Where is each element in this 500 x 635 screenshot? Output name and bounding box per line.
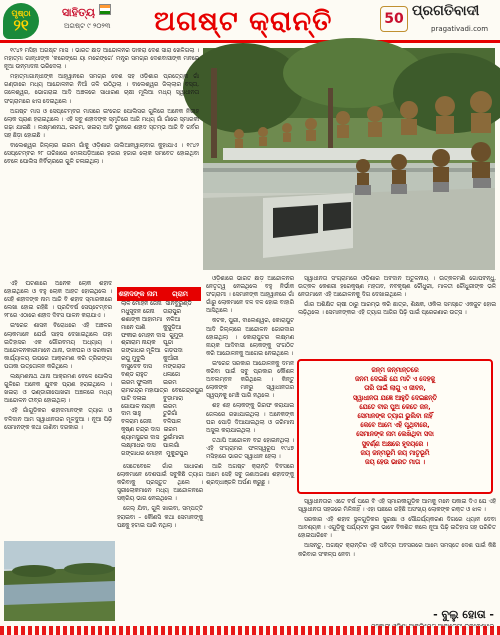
page-number: ୨୧ bbox=[13, 15, 29, 34]
martyr-village: ତୁରିଗାଁ bbox=[163, 411, 178, 418]
martyr-name: ରଘୁ ମୁଦୁଲି bbox=[121, 356, 146, 363]
article-paragraph: ଏହି ଗାଁଗୁଡ଼ିକର ଶହୀଦମାନଙ୍କ ତ୍ୟାଗ ଓ ବଳିଦାନ ଆମ ସ୍ୱାଧୀନତାର ମୂଳଦୁଆ । ନୂଆ ପିଢ଼ି ସେମାନଙ୍କ କଥା ଜାଣିବା ଦରକାର । bbox=[4, 408, 112, 431]
newspaper-url: pragativadi.com bbox=[431, 25, 489, 33]
martyr-village: କୁଆଁରୀ bbox=[163, 356, 179, 363]
martyr-name: ଗୋପାଳ ନାୟକ bbox=[121, 403, 156, 410]
martyr-name: ବାସୁଦେବ ଦାସ bbox=[121, 364, 152, 371]
article-paragraph: ଏହି ଘଟଣାରେ ଅନେକ ଲୋକ ଶହୀଦ ହୋଇଥିଲେ ଓ ବହୁ ଲୋକ ଆହତ ହୋଇଥିଲେ । ସେହି ଶହୀଦଙ୍କ ନାମ ଆଜି ବି ଶହୀଦ ସ୍ମାରକୀରେ ଲେଖା ହୋଇ ରହିଛି । ପ୍ରତିବର୍ଷ ସେପ୍ଟେମ୍ବର ୨୮ରେ ଏଠାରେ ଶହୀଦ ଦିବସ ପାଳନ କରାଯାଏ । bbox=[4, 281, 112, 320]
author-name: - ବୁଲୁ ହୋତା - bbox=[433, 608, 494, 621]
page-headline: ଅଗଷ୍ଟ କ୍ରାନ୍ତି bbox=[154, 6, 333, 37]
martyr-village: ବଳିପାଳ bbox=[163, 419, 181, 426]
table-row bbox=[117, 356, 201, 364]
table-row bbox=[117, 396, 201, 404]
poem-line: ସୁବର୍ଣ୍ଣ ଅକ୍ଷରେ ହୃଦୟରେ । bbox=[361, 440, 429, 448]
article-paragraph: ଇଂରେଜ ଶାସନ ବିରୋଧରେ ଏହି ଅଞ୍ଚଳର ଲୋକମାନେ ଯେଉଁ ସାହସ ଦେଖାଇଥିଲେ ତାହା ଇତିହାସର ଏକ ଗୌରବମୟ ଅଧ୍ୟାୟ । ଆନ୍ଦୋଳନକାରୀମାନେ ଥାନା, ଡାକଘର ଓ ସରକାରୀ କାର୍ଯ୍ୟାଳୟ ଉପରେ ଆକ୍ରମଣ କରି ତ୍ରିରଙ୍ଗା ପତାକା ଉତ୍ତୋଳନ କରିଥିଲେ । bbox=[4, 323, 112, 370]
river-landscape-photo bbox=[4, 541, 115, 621]
issue-date: ଅଗଷ୍ଟ ୯ ୨୦୨୩ bbox=[64, 22, 111, 30]
poem-line: ଯେତେ ବୀର ପୁଅ କେତେ ଜନ, bbox=[359, 403, 431, 411]
article-column-mid-bottom bbox=[117, 463, 203, 603]
article-paragraph: ସରକାର ଏହି ଶହୀଦ ସ୍ଥଳଗୁଡ଼ିକର ସୁରକ୍ଷା ଓ ସୌନ୍ଦର୍ଯ୍ୟକରଣ ଦିଗରେ ଧ୍ୟାନ ଦେବା ଆବଶ୍ୟକ । ଏଗୁଡ଼ିକୁ ପର୍ଯ୍ୟଟନ ସ୍ଥଳୀ ଭାବେ ବିକଶିତ କଲେ ନୂଆ ପିଢ଼ି ଇତିହାସ ସହ ପରିଚିତ ହୋଇପାରିବେ । bbox=[298, 517, 496, 540]
table-row bbox=[117, 380, 201, 388]
article-paragraph: ସ୍ୱାଧୀନତାର ଏତେ ବର୍ଷ ପରେ ବି ଏହି ସ୍ମାରକୀଗୁଡ଼ିକ ଆମକୁ ମନେ ପକାଇ ଦିଏ ଯେ ଏହି ସ୍ୱାଧୀନତା ସହଜରେ ମିଳିନାହିଁ । ଏହା ପଛରେ ରହିଛି ଅସଂଖ୍ୟ ଲୋକଙ୍କ ରକ୍ତ ଓ ଝାଳ । bbox=[298, 499, 496, 514]
page-header bbox=[0, 0, 500, 40]
martyr-village: ପୂନ୍ଦା bbox=[163, 340, 174, 347]
martyr-name: ଦାମ ସାହୁ bbox=[121, 411, 141, 418]
article-column-third bbox=[206, 275, 294, 620]
poem-line: ସେମାନଙ୍କ ତ୍ୟାଗ ଭୁଲିବା ନାହିଁ bbox=[357, 413, 433, 421]
article-column-left-top bbox=[4, 47, 199, 277]
article-paragraph: ତଥାପି ଆନ୍ଦୋଳନ ବନ୍ଦ ହୋଇନଥିଲା । ଏହି ସଂଗ୍ରାମର ଫଳସ୍ୱରୂପ ୧୯୪୭ ମସିହାରେ ଭାରତ ସ୍ୱାଧୀନ ହେଲା । bbox=[206, 437, 294, 460]
article-paragraph: ସ୍ୱାଧୀନତା ସଂଗ୍ରାମରେ ଓଡ଼ିଶାର ଅବଦାନ ଅତୁଳନୀୟ । ଉତ୍କଳମଣି ଗୋପବନ୍ଧୁ, ଉତ୍କଳ କେଶରୀ ହରେକୃଷ୍ଣ ମହତାବ, ନବକୃଷ୍ଣ ଚୌଧୁରୀ, ମାଳତୀ ଚୌଧୁରୀଙ୍କ ଭଳି ନେତାମାନେ ଏହି ଆନ୍ଦୋଳନକୁ ଦିଗ ଦେଖାଇଥିଲେ । bbox=[298, 276, 496, 299]
martyr-name: ଲକ୍ଷ୍ମୀଧର ଦାସ bbox=[121, 443, 156, 450]
martyr-village: ପାଲଗାଁ bbox=[163, 443, 180, 450]
martyr-name: ମାନେ ପାଣି bbox=[121, 324, 146, 331]
table-row bbox=[117, 387, 204, 396]
bottom-decorative-border bbox=[0, 626, 500, 635]
table-row bbox=[117, 411, 201, 419]
martyr-name: ଇରମ ଫୁଲନୀ bbox=[121, 379, 153, 386]
martyr-village: ମଙ୍ଗରାଜ bbox=[163, 364, 186, 371]
article-paragraph: ଓଡ଼ିଶାରେ ଭାରତ ଛାଡ଼ ଆନ୍ଦୋଳନର ନେତୃତ୍ୱ ନେଇଥିଲେ ବହୁ ନିର୍ଭୀକ ସଂଗ୍ରାମୀ । ସେମାନଙ୍କ ଆହ୍ୱାନରେ ଗାଁ ଗାଁରୁ ଲୋକମାନେ ଦଳ ଦଳ ହୋଇ ବାହାରି ଆସିଥିଲେ । bbox=[206, 276, 294, 315]
martyr-name: ଗଙ୍ଗାଧର ମୂଳିଆ bbox=[121, 348, 161, 355]
poem-title: ଜନ୍ମ ଜନ୍ମାନ୍ତରେ bbox=[371, 367, 419, 374]
martyr-name: ଶଶାଙ୍କ ଆହାମମା bbox=[121, 316, 163, 323]
article-paragraph: ଆସନ୍ତୁ, ଅଗଷ୍ଟ କ୍ରାନ୍ତିର ଏହି ପବିତ୍ର ଅବସରରେ ଆମେ ସମସ୍ତେ ଦେଶ ପାଇଁ କିଛି କରିବାର ସଂକଳ୍ପ ନେବା । bbox=[298, 543, 496, 558]
martyr-village: ତାରାପୁର bbox=[163, 308, 181, 315]
article-paragraph: ଲକ୍ଷ୍ମଣନାଥ ଥାନା ଆକ୍ରମଣ ବେଳେ ପୋଲିସ ଗୁଳିରେ ଅନେକ ଯୁବକ ପ୍ରାଣ ହରାଇଥିଲେ । ଖଇରା ଓ ଭଣ୍ଡାରୀପୋଖରୀ ଅଞ୍ଚଳରେ ମଧ୍ୟ ଆନ୍ଦୋଳନ ତୀବ୍ର ହୋଇଥିଲା । bbox=[4, 374, 112, 405]
martyr-village: ଇରମ bbox=[163, 379, 177, 386]
article-paragraph: ସେତେବେଳେ ଗାଁର ସାଧାରଣ ଲୋକମାନେ ଦେଶପାଇଁ ସବୁକିଛି ତ୍ୟାଗ କରିବାକୁ ପ୍ରସ୍ତୁତ ଥିଲେ । ସ୍ତ୍ରୀଲୋକମାନେ ମଧ୍ୟ ଆନ୍ଦୋଳନରେ ସକ୍ରିୟ ଭାଗ ନେଇଥିଲେ । bbox=[117, 464, 203, 503]
poem-line: ତାରି ପାଇଁ ଲାଗୁ ଏ ଜୀବନ, bbox=[364, 385, 426, 393]
page-number-badge bbox=[3, 3, 39, 39]
martyr-name: ବଳରାମ ଜେନା bbox=[121, 419, 152, 426]
poem-line: ସ୍ୱାଧୀନତା ଯଜ୍ଞେ ଆହୁତି ଦେଇଛନ୍ତି bbox=[353, 394, 437, 402]
table-row bbox=[117, 317, 201, 325]
martyr-name: ପାଟି ଦଳାଇ bbox=[121, 395, 147, 402]
martyr-village: ମୁକୁନ୍ଦପୁର bbox=[166, 450, 188, 457]
martyr-name: କୃଷ୍ଣ ଚନ୍ଦ୍ର ଦାସ bbox=[121, 427, 160, 434]
table-row bbox=[117, 404, 201, 412]
section-brand: ସାହିତ୍ୟ bbox=[62, 6, 96, 19]
poem-box bbox=[297, 359, 493, 494]
martyr-village: ଧଳାଜୋ bbox=[163, 372, 181, 379]
table-row bbox=[117, 301, 201, 309]
martyr-name: ଶ୍ୟାମସୁନ୍ଦର ଦାସ bbox=[121, 435, 160, 442]
article-paragraph: ୧୯୪୨ ମସିହା ଅଗଷ୍ଟ ମାସ । ଭାରତ ଛାଡ଼ ଆନ୍ଦୋଳନର ଡାକରା ଦେଶ ସାରା ଖେଳିଗଲା । ମହାତ୍ମା ଗାନ୍ଧୀଙ୍କ ‘କରେଙ୍ଗେ ୟା ମରେଙ୍ଗେ’ ମନ୍ତ୍ର ସମଗ୍ର ଦେଶବାସୀଙ୍କ ମନରେ ନୂଆ ଉନ୍ମାଦନା ଭରିଦେଲା । bbox=[4, 48, 199, 71]
poem-line: ଜନମ ଦେଇଛି ଯେ ମାଟି ଏ ଦେହକୁ bbox=[354, 376, 436, 384]
poem-line: ଜୟ ହେଉ ଭାରତ ମାତା । bbox=[364, 459, 426, 467]
martyr-name: ମଧୁସୂଦନ ଜେନା bbox=[121, 308, 155, 315]
poem-line: ଜୟ ଜନ୍ମଭୂମି ଜୟ ମାତୃଭୂମି bbox=[360, 449, 430, 457]
article-paragraph: ଶହ ଶହ ଲୋକଙ୍କୁ ଗିରଫ କରାଯାଇ ଜେଲରେ ରଖାଯାଇଥିଲା । ଅନେକଙ୍କ ଘର ପୋଡ଼ି ଦିଆଯାଇଥିଲା ଓ ଜରିମାନା ଅସୁଲ କରାଯାଇଥିଲା । bbox=[206, 403, 294, 434]
page-label: ପୃଷ୍ଠା bbox=[11, 8, 31, 18]
article-paragraph: ଜେଲ୍ ଯିବା, ଗୁଳି ଖାଇବା, ସମ୍ପତ୍ତି ହରାଇବା – କୌଣସି କଥା ସେମାନଙ୍କୁ ପଛକୁ ହଟାଇ ପାରି ନଥିଲା । bbox=[117, 506, 203, 529]
poem-line: କେବେ ଆମେ ଏହି ପୃଥିବୀରେ, bbox=[360, 422, 430, 430]
martyr-name: ବଣ୍ଡ ରାହୁତ bbox=[121, 372, 148, 379]
memorial-photo bbox=[203, 48, 495, 270]
header-divider bbox=[0, 40, 500, 43]
table-row bbox=[117, 364, 201, 372]
article-paragraph: ବାଲେଶ୍ୱର ଜିଲ୍ଲାର ଇରମ ଗାଁକୁ ଓଡ଼ିଶାର ଜାଲିଆନୱାଲାବାଗ କୁହାଯାଏ । ୧୯୪୨ ସେପ୍ଟେମ୍ବର ୨୮ ତାରିଖରେ ମେଳାପଡ଼ିଆରେ ହଜାର ହଜାର ଲୋକ ସମବେତ ହୋଇଥିବା ବେଳେ ପୋଲିସ ନିର୍ବିଚାରରେ ଗୁଳି ଚଳାଇଥିଲା । bbox=[4, 143, 199, 166]
article-column-right-bottom bbox=[298, 498, 496, 610]
martyr-village: ବୁଡ଼ାମାରା bbox=[163, 395, 183, 402]
article-column-left-bottom bbox=[4, 280, 112, 538]
table-row bbox=[117, 325, 201, 333]
indian-flag-icon bbox=[99, 4, 111, 15]
table-row bbox=[117, 451, 201, 459]
article-paragraph: ଗାଁର ଅଶିକ୍ଷିତ ଚାଷୀ ଠାରୁ ଆରମ୍ଭ କରି ଛାତ୍ର, ଶିକ୍ଷକ, ଓକିଲ ସମସ୍ତେ ଏକଜୁଟ ହୋଇ ଲଢ଼ିଥିଲେ । ସେମାନଙ୍କର ଏହି ତ୍ୟାଗ ଆଜିର ପିଢ଼ି ପାଇଁ ପ୍ରେରଣାର ଉତ୍ସ । bbox=[298, 302, 496, 317]
martyr-village: ବେଜେନ୍ଦ୍ରପୁର bbox=[171, 387, 204, 394]
martyr-name: ଫକୀର ମୋହନ ଦାସ bbox=[121, 332, 166, 339]
martyr-village: କୁସୁଡ଼ିଆ bbox=[163, 324, 181, 331]
martyr-village: ଗଡ଼ପଦା bbox=[164, 348, 183, 355]
column-header-village: ଗ୍ରାମ bbox=[172, 289, 188, 298]
table-row bbox=[117, 443, 201, 451]
martyr-name: ଶ୍ରୀରାମ ନାୟକ bbox=[121, 340, 156, 347]
table-row bbox=[117, 435, 201, 443]
martyr-name: ଗଙ୍ଗାଧର ମୋହନ bbox=[121, 450, 163, 457]
martyr-village: ଭୁଇଁମାରୀ bbox=[163, 435, 184, 442]
martyr-village: ନଳିଆ bbox=[166, 316, 180, 323]
table-row bbox=[117, 419, 201, 427]
martyr-village: ଗୁମୁଡ଼ା bbox=[169, 332, 184, 339]
martyr-village: ଇରମ bbox=[163, 403, 177, 410]
article-paragraph: ଅଗଷ୍ଟ ମାସ ଓ ସେପ୍ଟେମ୍ବର ମାସରେ ଇଂରେଜ ପୋଲିସର ଗୁଳିରେ ଅନେକ ନିରୀହ ଲୋକ ପ୍ରାଣ ହରାଇଥିଲେ । ଏହି ସବୁ ଶହୀଦଙ୍କ ସ୍ମୃତିରେ ଆଜି ମଧ୍ୟ ଗାଁ ଗାଁରେ ସ୍ମାରକୀ ଗଢ଼ା ଯାଇଛି । ଲକ୍ଷ୍ମଣନାଥ, ଇରମ, ଖଇରା ଆଦି ସ୍ଥାନରେ ଶହୀଦ ସ୍ତମ୍ଭ ଆଜି ବି ଗର୍ବର ସହ ଛିଡ଼ା ହୋଇଛି । bbox=[4, 108, 199, 139]
column-header-name: ଶହୀଦଙ୍କ ନାମ bbox=[118, 289, 158, 298]
article-paragraph: ମହାତ୍ମାଗାନ୍ଧୀଙ୍କ ଆହ୍ୱାନରେ ସମଗ୍ର ଦେଶ ସହ ଓଡ଼ିଶାର ପ୍ରତ୍ୟେକ ଗାଁ ଗଣ୍ଡାରେ ମଧ୍ୟ ଆନ୍ଦୋଳନର ନିଆଁ ଜଳି ଉଠିଥିଲା । ବାଲେଶ୍ୱର ଜିଲ୍ଲାର ବସ୍ତା, ଜଳେଶ୍ୱର, ଭୋଗରାଇ ଆଦି ଅଞ୍ଚଳରେ ସାଧାରଣ ଚାଷୀ ମୂଲିଆ ମଧ୍ୟ ସ୍ୱାଧୀନତା ସଂଗ୍ରାମରେ ଝାସ ଦେଇଥିଲେ । bbox=[4, 74, 199, 105]
anniversary-logo: 50 bbox=[380, 6, 408, 32]
table-row bbox=[117, 372, 201, 380]
article-column-right bbox=[298, 275, 496, 357]
article-paragraph: ଆଜି ଅଗଷ୍ଟ କ୍ରାନ୍ତି ଦିବସରେ ଆମେ ସେହି ସବୁ ଜଣାଅଜଣା ଶହୀଦଙ୍କୁ ଶ୍ରଦ୍ଧାଞ୍ଜଳି ଅର୍ପଣ କରୁଛୁ । bbox=[206, 464, 294, 487]
poem-line: ସେମାନଙ୍କ ନାମ ଲେଖିଥିବା ସଦା bbox=[356, 431, 434, 439]
article-paragraph: ଇଂରେଜ ସରକାର ଆନ୍ଦୋଳନକୁ ଦମନ କରିବା ପାଇଁ ସବୁ ପ୍ରକାର କୌଶଳ ଅବଲମ୍ବନ କରିଥିଲେ । କିନ୍ତୁ ଲୋକଙ୍କ ମନରୁ ସ୍ୱାଧୀନତାର ସ୍ୱପ୍ନକୁ ମେଞ୍ଚି ପାରି ନଥିଲେ । bbox=[206, 360, 294, 400]
martyr-village: ସାନବୁରୁଣ୍ଡି bbox=[165, 301, 192, 307]
article-paragraph: କଟକ, ପୁରୀ, ବାଲେଶ୍ୱର, କୋରାପୁଟ ଆଦି ଜିଲ୍ଲାରେ ଆନ୍ଦୋଳନ ଜୋରଦାର ହୋଇଥିଲା । କୋରାପୁଟର ଲକ୍ଷ୍ମଣ ନାୟକ ଆଦିବାସୀ ଲୋକଙ୍କୁ ସଂଗଠିତ କରି ଆନ୍ଦୋଳନକୁ ଆଗେଇ ନେଇଥିଲେ । bbox=[206, 318, 294, 357]
martyr-name: ରାମଚନ୍ଦ୍ର ମହାପାତ୍ର bbox=[121, 387, 168, 394]
martyr-village: ଇରମ bbox=[163, 427, 178, 434]
table-row bbox=[117, 427, 201, 435]
martyrs-table bbox=[117, 287, 204, 459]
table-header bbox=[117, 287, 201, 301]
martyr-name: ଲାଳ ମୋହନ ଜେନା bbox=[121, 301, 162, 307]
newspaper-name: ପ୍ରଗତିବାଦୀ bbox=[412, 3, 480, 19]
table-row bbox=[117, 309, 201, 317]
